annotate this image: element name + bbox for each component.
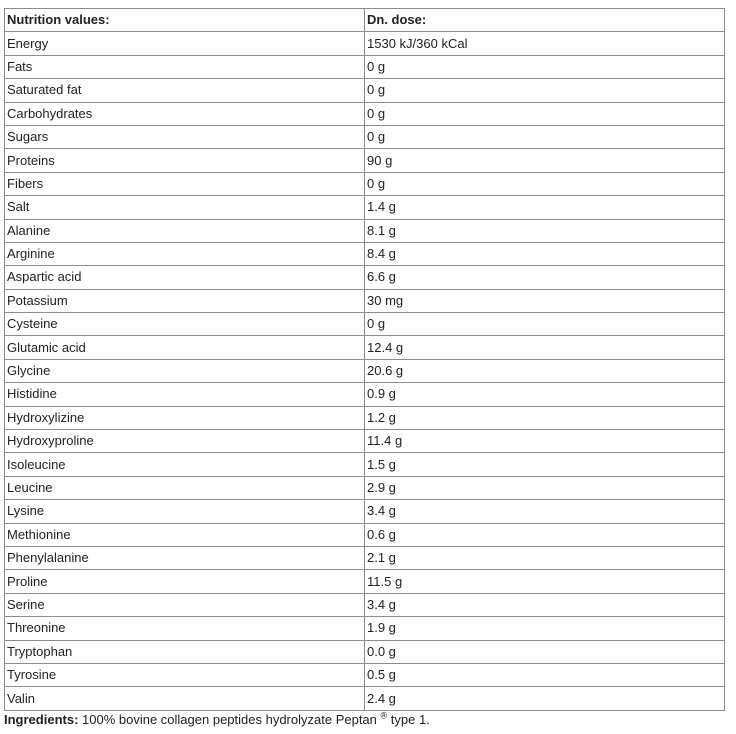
ingredients-text: 100% bovine collagen peptides hydrolyzate Peptan [78, 712, 381, 727]
nutrient-name: Tryptophan [5, 640, 365, 663]
table-row [5, 500, 725, 523]
table-row [5, 219, 725, 242]
nutrient-name: Tyrosine [5, 663, 365, 686]
nutrient-name: Salt [5, 196, 365, 219]
nutrient-name: Sugars [5, 125, 365, 148]
nutrient-dose: 0 g [365, 313, 725, 336]
table-row [5, 593, 725, 616]
table-row [5, 430, 725, 453]
nutrient-name: Arginine [5, 242, 365, 265]
table-row [5, 289, 725, 312]
table-row [5, 172, 725, 195]
nutrient-name: Leucine [5, 476, 365, 499]
nutrient-dose: 3.4 g [365, 593, 725, 616]
nutrient-name: Potassium [5, 289, 365, 312]
nutrient-dose: 0 g [365, 125, 725, 148]
table-row [5, 476, 725, 499]
nutrient-dose: 0.9 g [365, 383, 725, 406]
nutrient-name: Fibers [5, 172, 365, 195]
nutrient-dose: 0.5 g [365, 663, 725, 686]
table-row [5, 125, 725, 148]
nutrient-dose: 0.0 g [365, 640, 725, 663]
table-row [5, 196, 725, 219]
nutrient-dose: 6.6 g [365, 266, 725, 289]
nutrient-dose: 3.4 g [365, 500, 725, 523]
nutrient-name: Histidine [5, 383, 365, 406]
nutrient-dose: 0 g [365, 172, 725, 195]
table-row [5, 266, 725, 289]
nutrient-name: Fats [5, 55, 365, 78]
nutrient-dose: 1.4 g [365, 196, 725, 219]
nutrient-name: Carbohydrates [5, 102, 365, 125]
nutrient-name: Saturated fat [5, 79, 365, 102]
nutrient-name: Cysteine [5, 313, 365, 336]
nutrient-dose: 11.5 g [365, 570, 725, 593]
nutrient-dose: 1.9 g [365, 617, 725, 640]
nutrient-name: Glycine [5, 359, 365, 382]
table-row [5, 359, 725, 382]
table-row [5, 640, 725, 663]
nutrient-dose: 8.4 g [365, 242, 725, 265]
table-row [5, 79, 725, 102]
nutrient-name: Hydroxylizine [5, 406, 365, 429]
table-row [5, 663, 725, 686]
nutrient-dose: 8.1 g [365, 219, 725, 242]
nutrient-name: Hydroxyproline [5, 430, 365, 453]
nutrient-name: Proline [5, 570, 365, 593]
nutrient-name: Valin [5, 687, 365, 710]
ingredients-text-end: type 1. [387, 712, 430, 727]
table-header [5, 9, 725, 32]
ingredients-label: Ingredients: [4, 712, 79, 727]
table-body [5, 32, 725, 710]
nutrient-name: Glutamic acid [5, 336, 365, 359]
table-row [5, 570, 725, 593]
table-row [5, 546, 725, 569]
nutrient-dose: 0 g [365, 102, 725, 125]
nutrient-dose: 1530 kJ/360 kCal [365, 32, 725, 55]
nutrient-name: Serine [5, 593, 365, 616]
nutrient-name: Alanine [5, 219, 365, 242]
table-row [5, 32, 725, 55]
nutrient-name: Threonine [5, 617, 365, 640]
nutrient-dose: 1.2 g [365, 406, 725, 429]
nutrient-dose: 20.6 g [365, 359, 725, 382]
table-row [5, 406, 725, 429]
header-daily-dose: Dn. dose: [365, 9, 725, 32]
ingredients-line [4, 712, 430, 728]
table-row [5, 617, 725, 640]
nutrient-dose: 2.9 g [365, 476, 725, 499]
nutrient-dose: 0 g [365, 79, 725, 102]
nutrient-name: Proteins [5, 149, 365, 172]
nutrient-dose: 1.5 g [365, 453, 725, 476]
nutrient-name: Lysine [5, 500, 365, 523]
table-row [5, 149, 725, 172]
table-row [5, 523, 725, 546]
table-row [5, 242, 725, 265]
nutrient-name: Methionine [5, 523, 365, 546]
nutrient-name: Aspartic acid [5, 266, 365, 289]
table-row [5, 102, 725, 125]
nutrient-name: Phenylalanine [5, 546, 365, 569]
table-row [5, 336, 725, 359]
nutrient-dose: 2.1 g [365, 546, 725, 569]
table-row [5, 55, 725, 78]
nutrient-name: Energy [5, 32, 365, 55]
registered-trademark-mark: ® [380, 710, 388, 721]
nutrient-dose: 12.4 g [365, 336, 725, 359]
header-nutrition-values: Nutrition values: [5, 9, 365, 32]
nutrient-dose: 0 g [365, 55, 725, 78]
table-header-row [5, 9, 725, 32]
nutrient-dose: 2.4 g [365, 687, 725, 710]
nutrient-dose: 90 g [365, 149, 725, 172]
nutrient-dose: 0.6 g [365, 523, 725, 546]
table-row [5, 313, 725, 336]
nutrition-table [4, 8, 725, 711]
table-row [5, 687, 725, 710]
nutrient-dose: 11.4 g [365, 430, 725, 453]
table-row [5, 383, 725, 406]
nutrient-dose: 30 mg [365, 289, 725, 312]
table-row [5, 453, 725, 476]
nutrient-name: Isoleucine [5, 453, 365, 476]
